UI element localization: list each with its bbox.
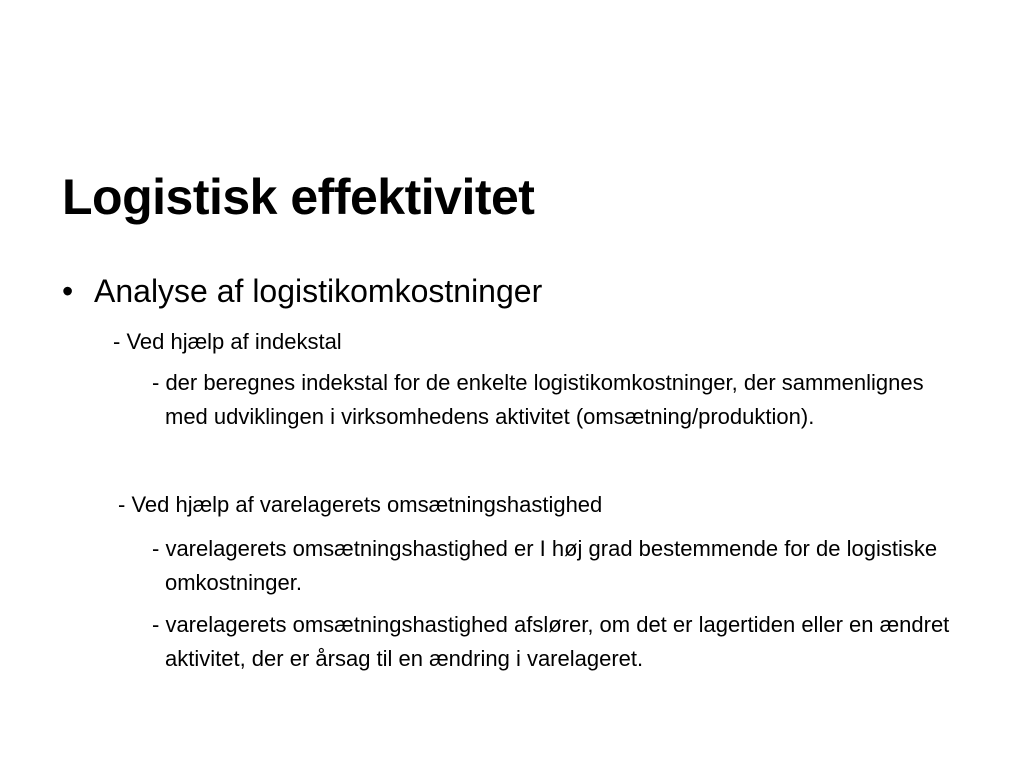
section-point: - varelagerets omsætningshastighed er I høj grad bestemmende for de logistiske omkostninger. xyxy=(152,536,938,595)
bullet-dot-icon: • xyxy=(62,273,74,309)
section-heading-turnover: - Ved hjælp af varelagerets omsætningshastighed xyxy=(118,492,603,517)
section-heading-index: - Ved hjælp af indekstal xyxy=(113,329,342,354)
bullet-text: Analyse af logistikomkostninger xyxy=(94,273,543,309)
section-point: - varelagerets omsætningshastighed afslører, om det er lagertiden eller en ændret aktivitet, der er årsag til en ændring i varelageret. xyxy=(152,612,950,671)
slide-title: Logistisk effektivitet xyxy=(62,169,535,225)
bullet-item xyxy=(62,272,542,310)
section-point: - der beregnes indekstal for de enkelte logistikomkostninger, der sammenlignes med udviklingen i virksomhedens aktivitet (omsætning/produktion). xyxy=(152,370,924,429)
